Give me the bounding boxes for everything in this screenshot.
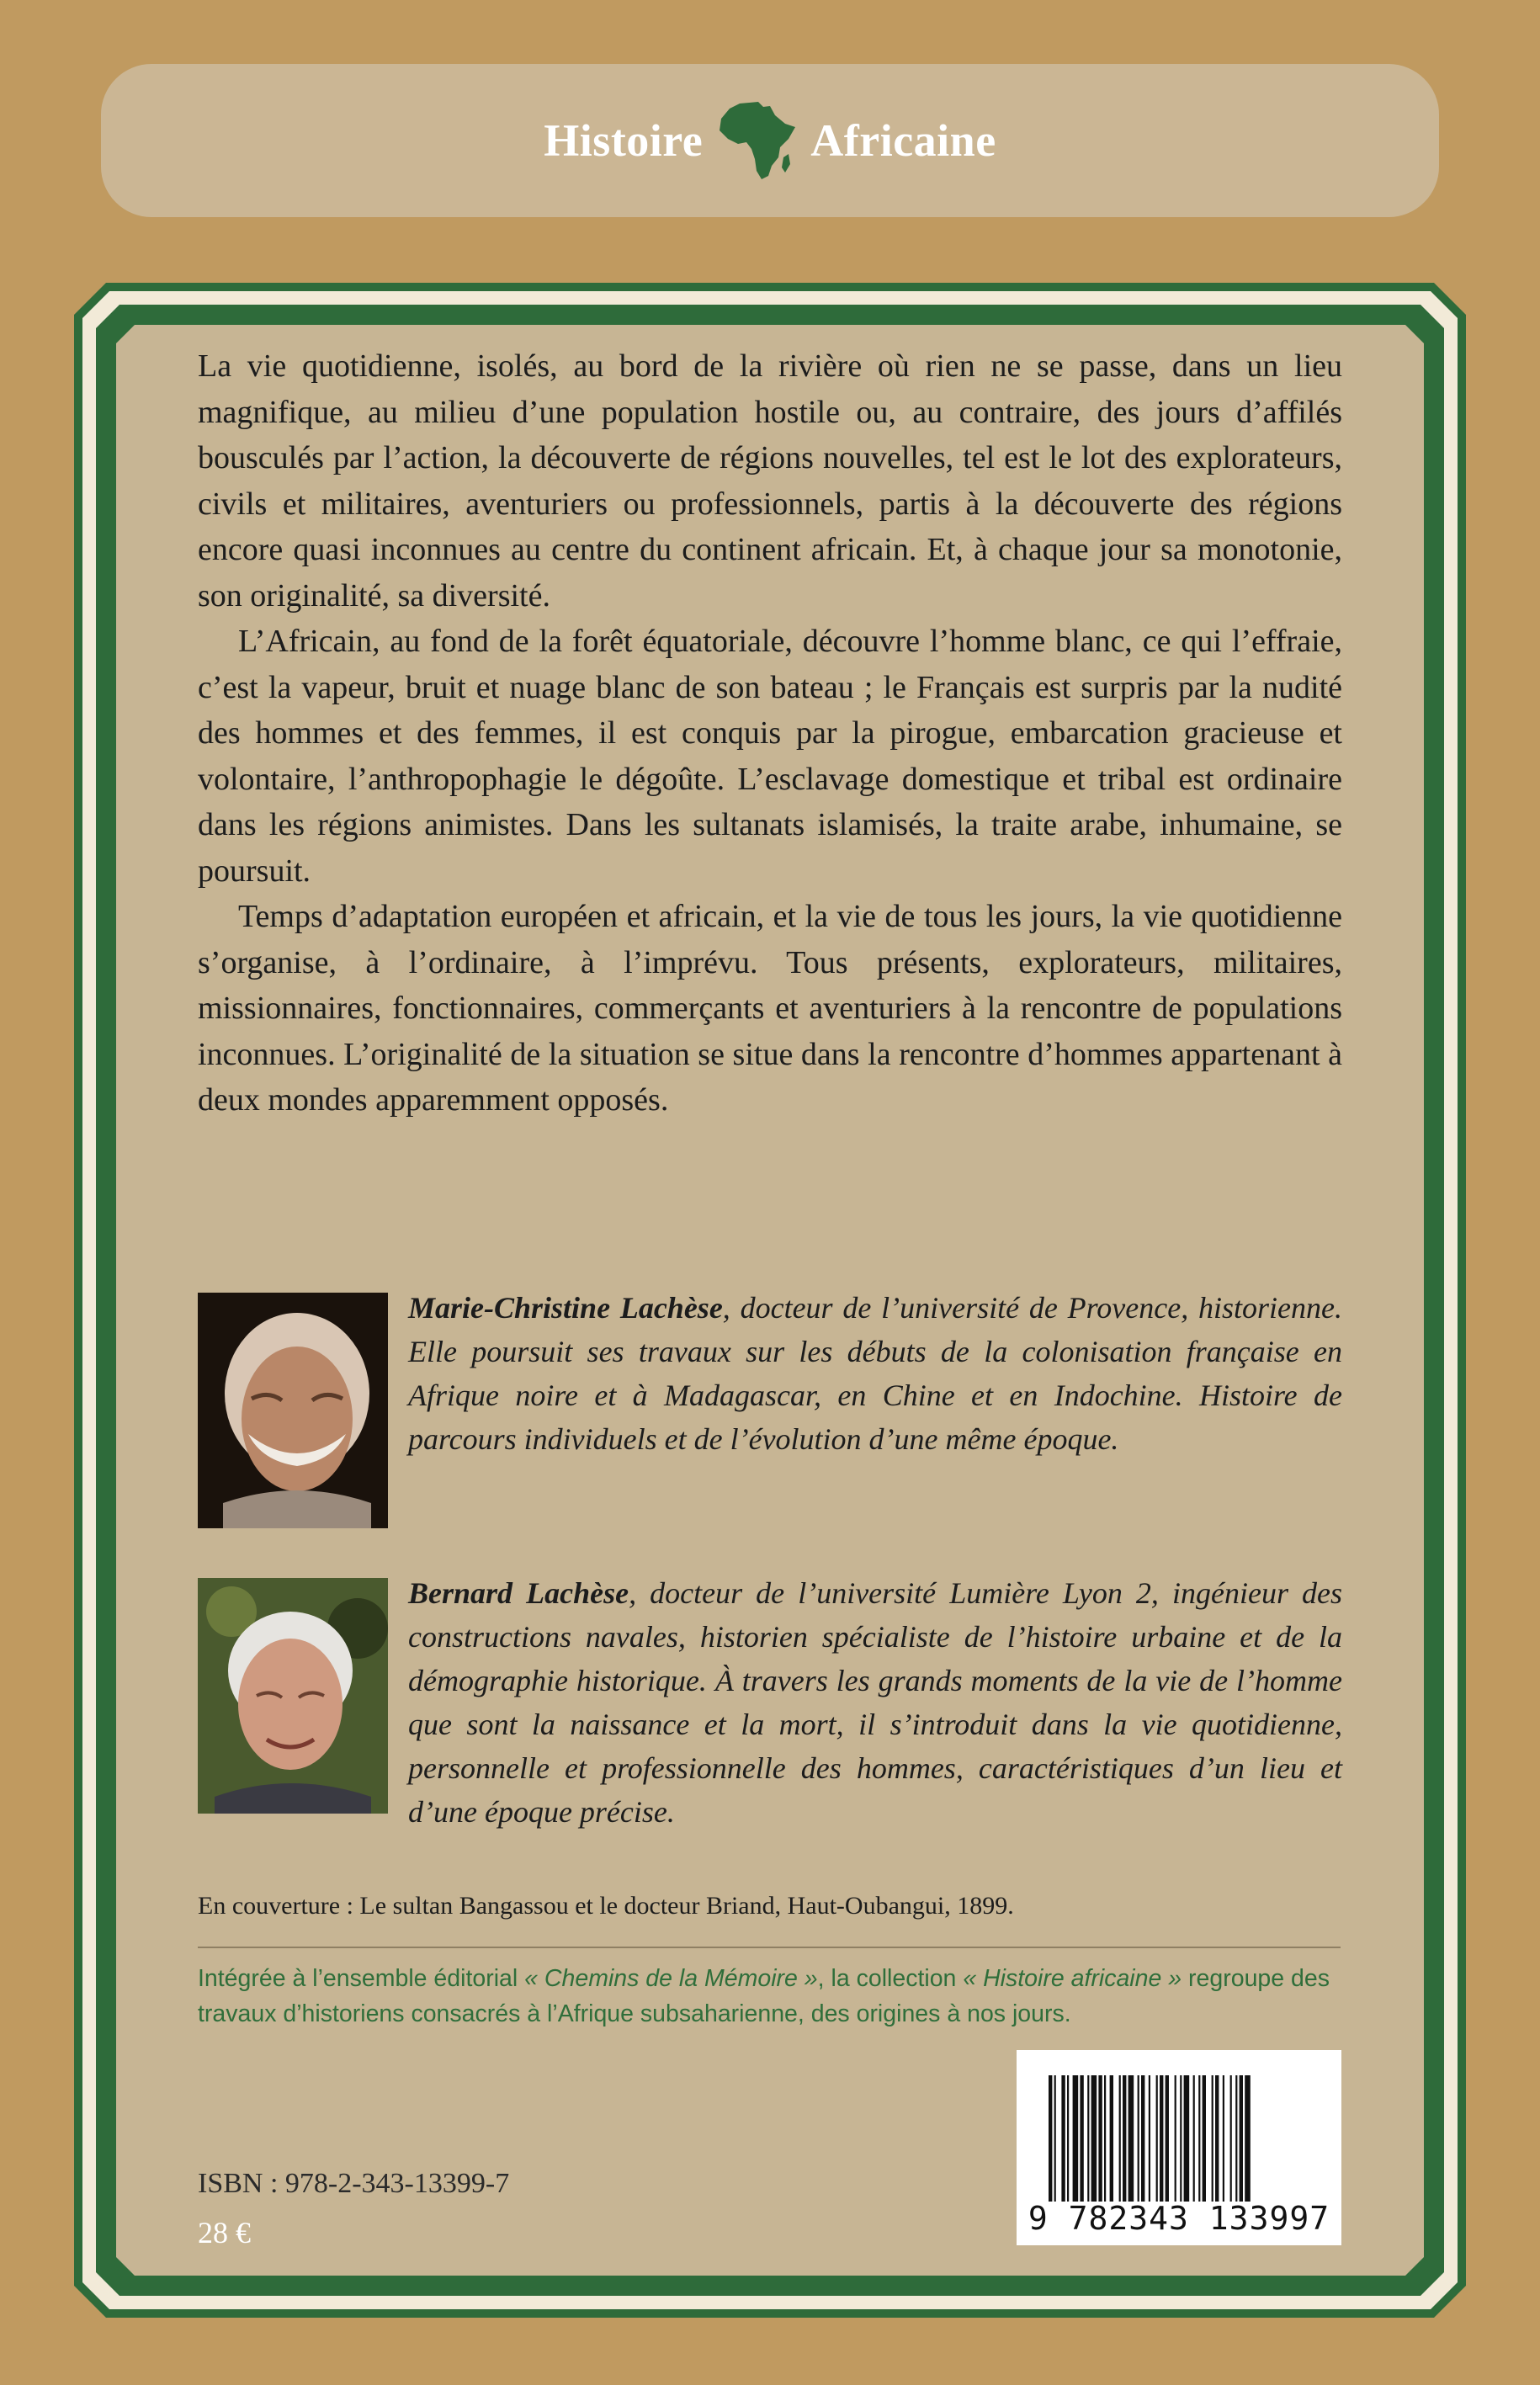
barcode-bar (1104, 2075, 1106, 2202)
collection-note-text: Intégrée à l’ensemble éditorial (198, 1965, 525, 1992)
author-photo (198, 1293, 388, 1528)
barcode-bar (1149, 2075, 1150, 2202)
collection-note-text: , la collection (817, 1965, 964, 1992)
barcode-bar (1141, 2075, 1144, 2202)
barcode-bar (1193, 2075, 1195, 2202)
collection-note (198, 1961, 1342, 2032)
summary-text (198, 343, 1342, 1123)
barcode-bar (1087, 2075, 1089, 2202)
barcode-bar (1223, 2075, 1224, 2202)
barcode-bar (1138, 2075, 1139, 2202)
author-photo (198, 1578, 388, 1814)
barcode-bar (1203, 2075, 1206, 2202)
barcode-bar (1160, 2075, 1163, 2202)
barcode-bar (1073, 2075, 1079, 2202)
barcode-bar (1123, 2075, 1126, 2202)
barcode-bars (1049, 2075, 1309, 2202)
barcode-bar (1198, 2075, 1200, 2202)
barcode (1017, 2050, 1341, 2245)
author-name: Bernard Lachèse (408, 1576, 629, 1610)
barcode-bar (1098, 2075, 1102, 2202)
barcode-bar (1091, 2075, 1097, 2202)
collection-title (544, 98, 996, 183)
summary-paragraph: Temps d’adaptation européen et africain, et la vie de tous les jours, la vie quotidienne s’organise, à l’ordinaire, à l’imprévu. Tous présents, explorateurs, militaires, missionnaires, fonctionnaires, commerçants et aventuriers à la rencontre de populations inconnues. L’originalité de la situation se situe dans la rencontre d’hommes appartenant à deux mondes apparemment opposés. (198, 899, 1342, 1118)
author-bio (408, 1286, 1342, 1461)
author-description: , docteur de l’université de Provence, historienne. Elle poursuit ses travaux sur les débuts de la colonisation française en Afrique noire et à Madagascar, en Chine et en Indochine. Histoire de parcours individuels et de l’évolution d’une même époque. (408, 1291, 1342, 1456)
barcode-bar (1054, 2075, 1056, 2202)
collection-note-text: regroupe des travaux d’historiens consacrés à l’Afrique subsaharienne, des origines à nos jours. (198, 1965, 1330, 2027)
barcode-bar (1240, 2075, 1243, 2202)
barcode-bar (1230, 2075, 1232, 2202)
barcode-bar (1235, 2075, 1237, 2202)
price: 28 € (198, 2216, 251, 2250)
cover-credit: En couverture : Le sultan Bangassou et le docteur Briand, Haut-Oubangui, 1899. (198, 1892, 1014, 1920)
author-bio (408, 1571, 1342, 1834)
series-name: « Histoire africaine » (963, 1965, 1182, 1992)
barcode-bar (1212, 2075, 1213, 2202)
summary-paragraph: L’Africain, au fond de la forêt équatoriale, découvre l’homme blanc, ce qui l’effraie, c’est la vapeur, bruit et nuage blanc de son bateau ; le Français est surpris par la nudité des hommes et des femmes, il est conquis par la pirogue, embarcation gracieuse et volontaire, l’anthropophagie le dégoûte. L’esclavage domestique et tribal est ordinaire dans les régions animistes. Dans les sultanats islamisés, la traite arabe, inhumaine, se poursuit. (198, 624, 1342, 889)
africa-map-icon (714, 98, 799, 183)
collection-title-right: Africaine (810, 115, 996, 166)
barcode-bar (1119, 2075, 1121, 2202)
barcode-bar (1245, 2075, 1251, 2202)
barcode-bar (1180, 2075, 1182, 2202)
summary-paragraph: La vie quotidienne, isolés, au bord de la rivière où rien ne se passe, dans un lieu magnifique, au milieu d’une population hostile ou, au contraire, des jours d’affilés bousculés par l’action, la découverte de régions nouvelles, tel est le lot des explorateurs, civils et militaires, aventuriers ou professionnels, partis à la découverte des régions encore quasi inconnues au centre du continent africain. Et, à chaque jour sa monotonie, son originalité, sa diversité. (198, 348, 1342, 614)
barcode-bar (1080, 2075, 1083, 2202)
barcode-bar (1156, 2075, 1158, 2202)
barcode-bar (1110, 2075, 1113, 2202)
barcode-digits: 9 782343 133997 (1028, 2200, 1330, 2237)
author-name: Marie-Christine Lachèse (408, 1291, 723, 1325)
collection-header (101, 64, 1439, 217)
barcode-bar (1128, 2075, 1134, 2202)
barcode-bar (1061, 2075, 1065, 2202)
barcode-bar (1166, 2075, 1169, 2202)
barcode-bar (1049, 2075, 1052, 2202)
author-description: , docteur de l’université Lumière Lyon 2, ingénieur des constructions navales, historien spécialiste de l’histoire urbaine et de la démographie historique. À travers les grands moments de la vie de l’homme que sont la naissance et la mort, il s’introduit dans la vie quotidienne, personnelle et professionnelle des hommes, caractéristiques d’un lieu et d’une époque précise. (408, 1576, 1342, 1829)
barcode-bar (1184, 2075, 1190, 2202)
collection-title-left: Histoire (544, 115, 704, 166)
isbn: ISBN : 978-2-343-13399-7 (198, 2168, 510, 2199)
barcode-bar (1215, 2075, 1219, 2202)
barcode-bar (1067, 2075, 1069, 2202)
divider (198, 1947, 1341, 1948)
series-name: « Chemins de la Mémoire » (524, 1965, 818, 1992)
barcode-bar (1175, 2075, 1176, 2202)
